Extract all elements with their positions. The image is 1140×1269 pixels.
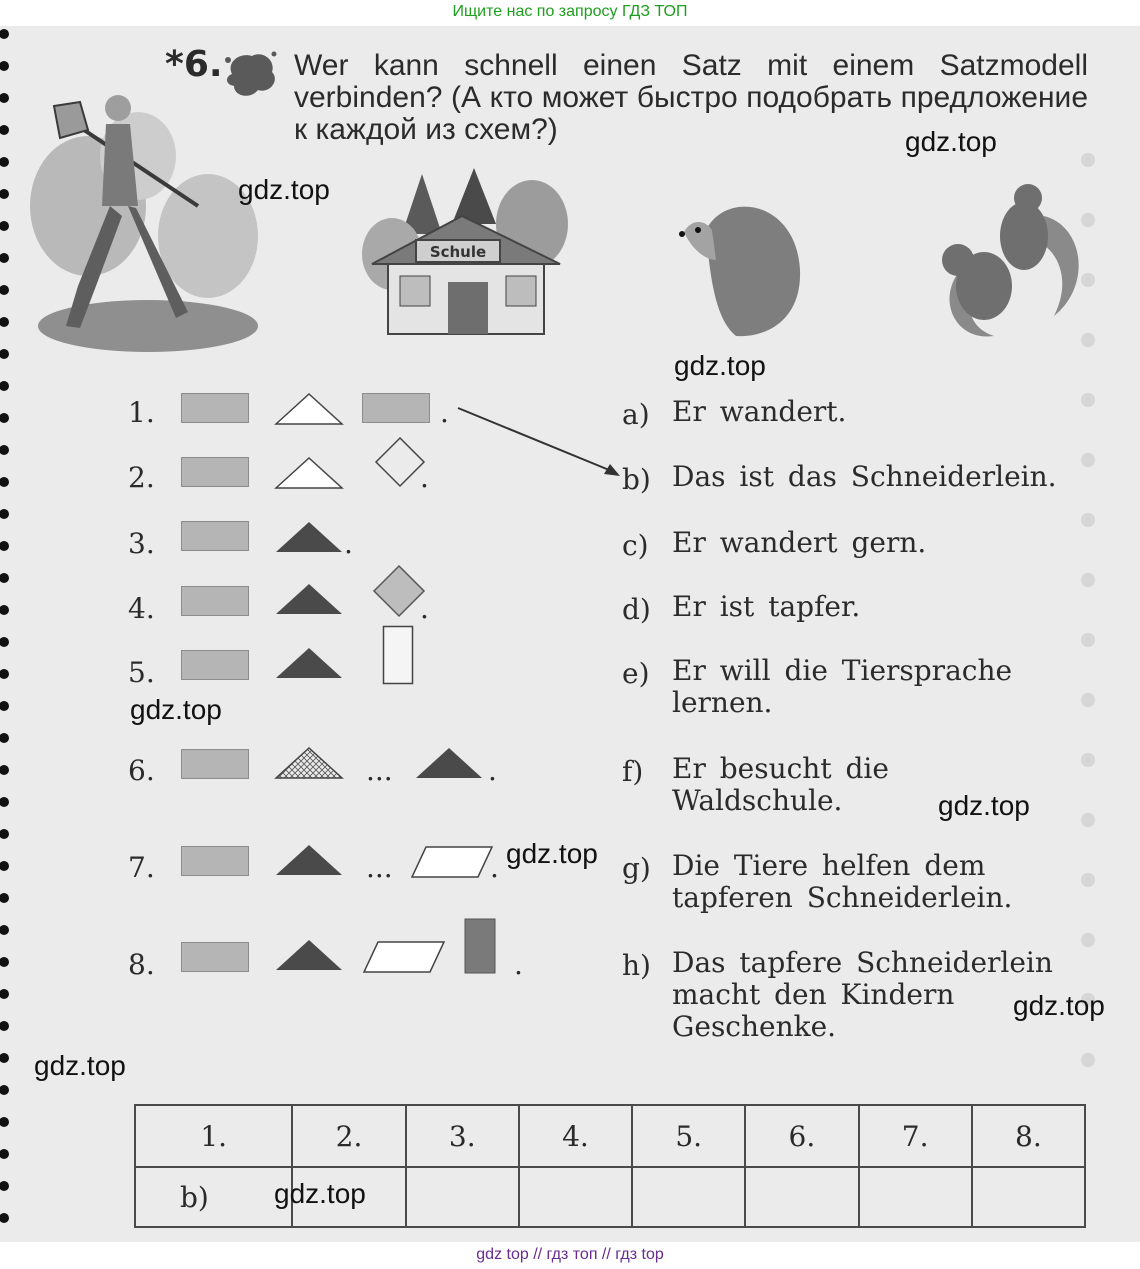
scheme-number: 8. bbox=[128, 948, 155, 981]
sentence-letter: a) bbox=[622, 398, 650, 431]
outline-parallelogram-shape bbox=[410, 845, 494, 879]
watermark-text: gdz.top bbox=[674, 350, 766, 381]
scheme-ellipsis: ... bbox=[366, 754, 393, 787]
sentence-letter: h) bbox=[622, 949, 651, 982]
table-header-row bbox=[135, 1105, 1085, 1167]
sentence-text bbox=[672, 850, 1012, 914]
scheme-rect-light bbox=[181, 650, 249, 680]
scheme-end-dot: . bbox=[440, 396, 449, 429]
scheme-rect-light bbox=[362, 393, 430, 423]
scheme-end-dot: . bbox=[420, 461, 429, 494]
table-header-cell: 7. bbox=[859, 1105, 972, 1167]
filled-triangle-shape bbox=[274, 646, 344, 680]
wanderer-illustration bbox=[18, 86, 266, 356]
sentence-line: Geschenke. bbox=[672, 1010, 837, 1043]
watermark-text: gdz.top bbox=[34, 1050, 126, 1081]
watermark-text: gdz.top bbox=[1013, 990, 1105, 1021]
scheme-end-dot: . bbox=[420, 592, 429, 625]
answer-cell[interactable] bbox=[519, 1167, 632, 1227]
scheme-number: 4. bbox=[128, 592, 155, 625]
answer-cell[interactable] bbox=[745, 1167, 858, 1227]
table-header-cell: 1. bbox=[135, 1105, 292, 1167]
watermark-text: gdz.top bbox=[274, 1178, 366, 1209]
scheme-rect-light bbox=[181, 586, 249, 616]
scheme-number: 3. bbox=[128, 527, 155, 560]
scheme-number: 2. bbox=[128, 461, 155, 494]
answer-cell[interactable] bbox=[632, 1167, 745, 1227]
spiral-binding bbox=[0, 26, 14, 1242]
squirrels-illustration bbox=[924, 176, 1088, 344]
answer-cell[interactable] bbox=[972, 1167, 1085, 1227]
scheme-end-dot: . bbox=[490, 851, 499, 884]
school-sign: Schule bbox=[429, 243, 487, 261]
table-header-cell: 2. bbox=[292, 1105, 405, 1167]
scheme-end-dot: . bbox=[488, 754, 497, 787]
scheme-rect-light bbox=[181, 457, 249, 487]
scheme-rect-light bbox=[181, 942, 249, 972]
filled-tall-rect-shape bbox=[464, 918, 496, 974]
outline-parallelogram-shape bbox=[362, 940, 446, 974]
scheme-number: 5. bbox=[128, 656, 155, 689]
scheme-rect-light bbox=[181, 749, 249, 779]
sentence-text: Das ist das Schneiderlein. bbox=[672, 460, 1057, 493]
table-header-cell: 3. bbox=[406, 1105, 519, 1167]
sentence-letter: c) bbox=[622, 529, 649, 562]
answer-cell[interactable] bbox=[406, 1167, 519, 1227]
table-header-cell: 8. bbox=[972, 1105, 1085, 1167]
watermark-text: gdz.top bbox=[905, 126, 997, 157]
bottom-banner: gdz top // гдз топ // гдз top bbox=[0, 1242, 1140, 1269]
sentence-line: lernen. bbox=[672, 686, 773, 719]
scheme-ellipsis: ... bbox=[366, 851, 393, 884]
task-instruction: Wer kann schnell einen Satz mit einem Satzmodell verbinden? (А кто может быстро подобрать предложение к каждой из схем?) bbox=[294, 49, 1088, 146]
filled-diamond-shape bbox=[372, 564, 426, 618]
filled-triangle-shape bbox=[274, 938, 344, 972]
outline-triangle-shape bbox=[274, 456, 344, 490]
scheme-rect-light bbox=[181, 393, 249, 423]
task-number: *6. bbox=[165, 44, 223, 85]
filled-triangle-shape bbox=[274, 520, 344, 554]
sentence-letter: b) bbox=[622, 463, 651, 496]
sentence-line: Das tapfere Schneiderlein bbox=[672, 946, 1053, 979]
outline-tall-rect-shape bbox=[382, 625, 414, 685]
scheme-number: 7. bbox=[128, 851, 155, 884]
top-banner: Ищите нас по запросу ГДЗ ТОП bbox=[0, 0, 1140, 26]
scheme-rect-light bbox=[181, 521, 249, 551]
table-header-cell: 4. bbox=[519, 1105, 632, 1167]
answer-arrow bbox=[454, 404, 626, 480]
scheme-number: 1. bbox=[128, 396, 155, 429]
answer-cell[interactable]: b) bbox=[135, 1167, 292, 1227]
table-header-cell: 6. bbox=[745, 1105, 858, 1167]
sentence-text: Er wandert. bbox=[672, 395, 847, 428]
sentence-line: tapferen Schneiderlein. bbox=[672, 881, 1013, 914]
watermark-text: gdz.top bbox=[130, 694, 222, 725]
sentence-text: Er wandert gern. bbox=[672, 526, 927, 559]
sentence-text bbox=[672, 947, 1053, 1043]
answer-cell[interactable] bbox=[859, 1167, 972, 1227]
sentence-letter: f) bbox=[622, 755, 644, 788]
sentence-line: Die Tiere helfen dem bbox=[672, 849, 986, 882]
table-header-cell: 5. bbox=[632, 1105, 745, 1167]
sentence-text bbox=[672, 655, 1012, 719]
filled-triangle-shape bbox=[274, 582, 344, 616]
sentence-letter: d) bbox=[622, 593, 651, 626]
watermark-text: gdz.top bbox=[938, 790, 1030, 821]
outline-diamond-shape bbox=[374, 436, 426, 488]
sentence-line: Er besucht die bbox=[672, 752, 889, 785]
outline-triangle-shape bbox=[274, 392, 344, 426]
scheme-number: 6. bbox=[128, 754, 155, 787]
filled-triangle-shape bbox=[414, 746, 484, 780]
sentence-text bbox=[672, 753, 889, 817]
scheme-end-dot: . bbox=[344, 527, 353, 560]
watermark-text: gdz.top bbox=[238, 174, 330, 205]
sentence-line: macht den Kindern bbox=[672, 978, 955, 1011]
sentence-letter: g) bbox=[622, 852, 651, 885]
sentence-line: Waldschule. bbox=[672, 784, 843, 817]
watermark-text: gdz.top bbox=[506, 838, 598, 869]
filled-triangle-shape bbox=[274, 843, 344, 877]
sentence-letter: e) bbox=[622, 657, 650, 690]
sentence-text: Er ist tapfer. bbox=[672, 590, 861, 623]
scheme-rect-light bbox=[181, 846, 249, 876]
school-illustration bbox=[362, 164, 570, 336]
scheme-end-dot: . bbox=[514, 948, 523, 981]
sentence-line: Er will die Tiersprache bbox=[672, 654, 1013, 687]
hatched-triangle-shape bbox=[274, 746, 344, 780]
hedgehog-illustration bbox=[676, 190, 806, 340]
